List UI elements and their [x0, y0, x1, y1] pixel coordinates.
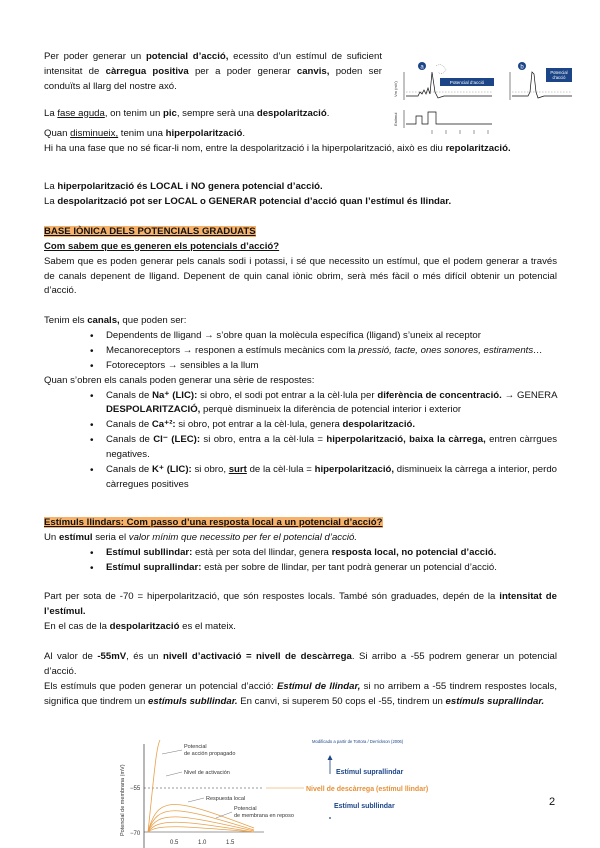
list-item: • Canals de Cl⁻ (LEC): si obro, entra a la cèl·lula = hiperpolarització, baixa la càrrega, entren càrrgues negatives. — [88, 433, 557, 463]
rule-depolarization: La despolarització pot ser LOCAL o GENERAR potencial d’acció quan l’estímul és llindar. — [44, 195, 452, 207]
list-item: • Canals de Ca⁺²: si obro, pot entrar a la cèl·lula, genera despolarització. — [88, 418, 557, 433]
rule-hyperpolarization: La hiperpolarització és LOCAL i NO genera potencial d’acció. — [44, 181, 323, 192]
section-threshold-stimuli — [44, 516, 557, 709]
tick-1-0: 1.0 — [198, 840, 207, 846]
activation-label: Nivel de activación — [184, 770, 230, 776]
section1-title — [44, 225, 557, 240]
sub-label: Estímul subllindar — [334, 803, 395, 810]
tick-1-5: 1.5 — [226, 840, 235, 846]
panel-a-ticks — [432, 130, 488, 134]
threshold-figure — [104, 736, 484, 848]
section1-paragraph1: Sabem que es poden generar pels canals sodi i potassi, i sé que necessito un estímul, que el podem generar a través de canals depenent de lligand. Depenent de quin canal iònic obrim, serà més fàcil o més difícil obtenir un potencial d’acció. — [44, 255, 557, 297]
section1-subtitle — [44, 240, 557, 255]
intro-block — [44, 50, 382, 121]
resting-line2: de membrana en reposo — [234, 813, 294, 819]
local-pointer — [188, 798, 204, 802]
sub-dot — [329, 817, 331, 819]
rules-block — [44, 180, 557, 210]
tick-minus70: −70 — [130, 831, 141, 837]
panel-b-box-label — [550, 70, 567, 80]
hyperpolarization-line: Quan disminueix, tenim una hiperpolarització. — [44, 128, 246, 139]
supra-label: Estímul suprallindar — [336, 769, 404, 776]
list-item: • Estímul subllindar: està per sota del llindar, genera resposta local, no potencial d’acció. — [88, 546, 557, 561]
panel-a-sketch — [436, 65, 446, 74]
activation-level: Al valor de -55mV, és un nivell d’activació = nivell de descàrrega. Si arribo a -55 podrem generar un potencial d’acció. — [44, 651, 557, 677]
propagated-label — [184, 744, 235, 757]
section-ionic-base — [44, 225, 557, 493]
panel-a-box-label: Potencial d’acció — [449, 80, 485, 85]
list-item: • Dependents de lligand → s’obre quan la molècula específica (lligand) s’uneix al receptor — [88, 329, 557, 344]
activation-pointer — [166, 772, 182, 776]
panel-b-box-line1: Potencial — [550, 70, 568, 75]
list-item: • Estímul suprallindar: està per sobre de llindar, per tant podrà generar un potencial d’acció. — [88, 561, 557, 576]
stimulus-definition: Un estímul seria el valor mínim que necessito per fer el potencial d’acció. — [44, 531, 358, 543]
repolarization-line: Hi ha una fase que no sé ficar-li nom, entre la despolarització i la hiperpolarització, això es diu repolarització. — [44, 142, 511, 154]
list-item: • Canals de K⁺ (LIC): si obro, surt de la cèl·lula = hiperpolarització, disminueix la càrrega a interior, perdo càrregues positives — [88, 463, 557, 493]
panel-b-label: b — [520, 64, 524, 71]
section1-channels-intro: Tenim els canals, que poden ser: — [44, 315, 187, 327]
intro-paragraph: Per poder generar un potencial d’acció, ecessito d’un estímul de suficient intensitat de càrregua positiva per a poder generar canvis, poden ser conduïts al llarg del nostre axó. — [44, 51, 382, 92]
panel-b-box-line2: d’acció — [552, 75, 566, 80]
threshold-ylabel: Potencial de membrana (mV) — [120, 764, 126, 836]
section1-responses-intro: Quan s’obren els canals poden generar una sèrie de respostes: — [44, 374, 315, 386]
panel-a-ylabel: Vm (mV) — [393, 81, 398, 97]
section1-subtitle-text: Com sabem que es generen els potencials d’acció? — [44, 240, 280, 252]
page-number: 2 — [549, 796, 556, 808]
tick-0-5: 0.5 — [170, 840, 179, 846]
section2-title — [44, 516, 557, 531]
hyperpolarization-graded: Part per sota de -70 = hiperpolarització, que són respostes locals. També són graduades, depén de la intensitat de l’estímul. — [44, 591, 557, 618]
stimulus-types-list — [44, 546, 557, 576]
acute-phase-line: La fase aguda, on tenim un pic, sempre serà una despolarització. — [44, 107, 330, 119]
list-item: • Fotoreceptors → sensibles a la llum — [88, 359, 557, 374]
channel-types-list — [44, 329, 557, 374]
propagated-curve — [148, 740, 160, 832]
stimulus-summary: Els estímuls que poden generar un potencial d’acció: Estímul de llindar, si no arribem a -55 tindrem respostes locals, significa que tindrem un estímuls subllindar. En canvi, si superem 50 cops el -55, tindrem un estímuls suprallindar. — [44, 680, 557, 707]
resting-label — [234, 806, 294, 819]
propagated-line2: de acción propagado — [184, 751, 236, 757]
propagated-pointer — [162, 750, 182, 754]
list-item: • Mecanoreceptors → responen a estímuls mecànics com la pressió, tacte, ones sonores, estiraments… — [88, 344, 557, 359]
supra-arrowhead — [328, 755, 333, 760]
depolarization-same: En el cas de la despolarització es el mateix. — [44, 621, 236, 633]
resting-line1: Potencial — [234, 806, 257, 812]
local-response-label: Respuesta local — [206, 796, 246, 802]
panel-a-label: a — [420, 64, 424, 71]
list-item: • Canals de Na⁺ (LIC): si obro, el sodi pot entrar a la cèl·lula per diferència de concentració. → GENERA DESPOLARITZACIÓ, perquè disminueix la diferència de potencial interior i exterior — [88, 389, 557, 419]
panel-a-stimulus — [406, 112, 492, 124]
channel-responses-list — [44, 389, 557, 493]
threshold-label: Nivell de descàrrega (estímul llindar) — [306, 786, 429, 793]
section1-title-text: BASE IÒNICA DELS POTENCIALS GRADUATS — [44, 226, 256, 237]
panel-a-stim-label: Estímul — [393, 112, 398, 126]
action-potential-figure — [392, 52, 572, 144]
tick-minus55: −55 — [130, 786, 141, 792]
figure-caption: Modificado a partir de Tortora / Derrickson (2006) — [312, 739, 404, 744]
propagated-line1: Potencial — [184, 744, 207, 750]
section2-title-text: Estímuls llindars: Com passo d’una resposta local a un potencial d’acció? — [44, 517, 383, 528]
